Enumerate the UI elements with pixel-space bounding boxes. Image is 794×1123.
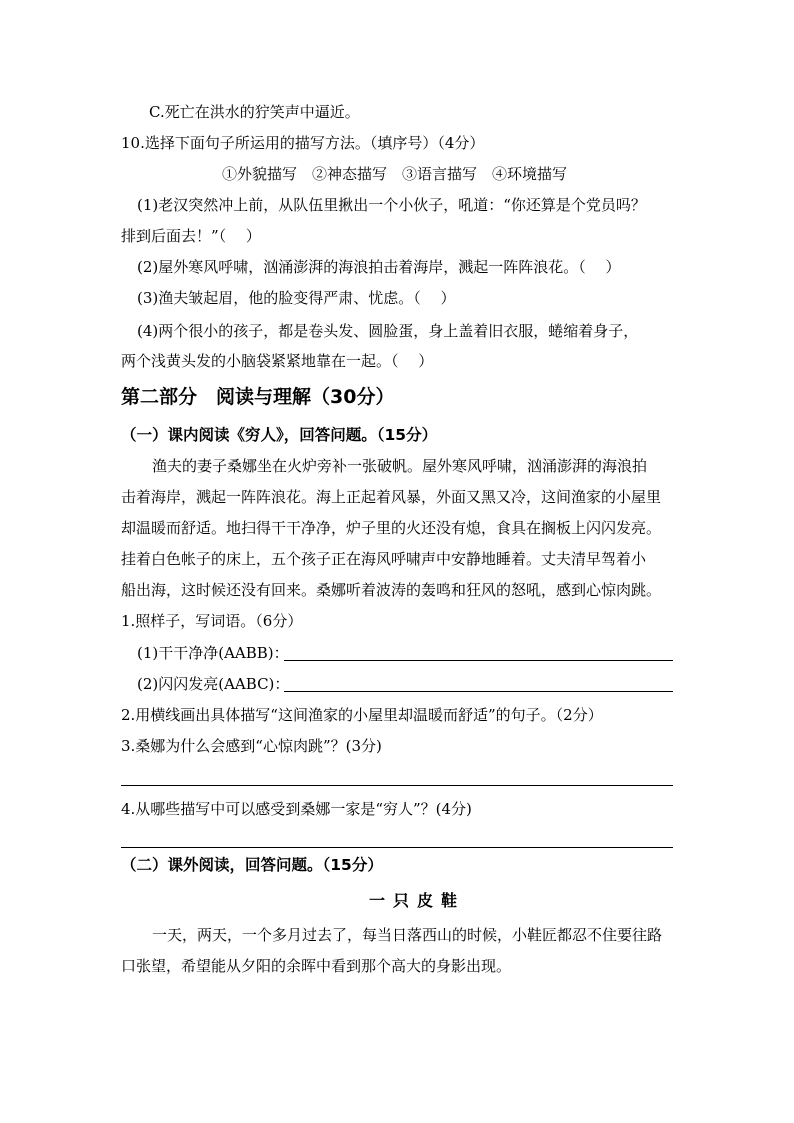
answer-line-1a[interactable] xyxy=(284,660,673,661)
question-2: 2.用横线画出具体描写“这间渔家的小屋里却温暖而舒适”的句子。（2分） xyxy=(121,706,603,724)
passage-line: 挂着白色帐子的床上，五个孩子正在海风呼啸声中安静地睡着。丈夫清早驾着小 xyxy=(121,550,647,568)
question-4: 4.从哪些描写中可以感受到桑娜一家是“穷人”？(4分) xyxy=(121,800,472,818)
passage-line: 口张望，希望能从夕阳的余晖中看到那个高大的身影出现。 xyxy=(121,957,512,975)
question-1: 1.照样子，写词语。（6分） xyxy=(121,612,303,630)
option-c: C.死亡在洪水的狞笑声中逼近。 xyxy=(149,103,360,121)
section-2-heading: （二）课外阅读，回答问题。（15分） xyxy=(121,856,383,874)
passage-line: 船出海，这时候还没有回来。桑娜听着波涛的轰鸣和狂风的怒吼，感到心惊肉跳。 xyxy=(121,581,662,599)
answer-line-1b[interactable] xyxy=(284,691,673,692)
answer-line-3[interactable] xyxy=(121,785,673,786)
question-3: 3.桑娜为什么会感到“心惊肉跳”？(3分) xyxy=(121,737,382,755)
sentence-3: (3)渔夫皱起眉，他的脸变得严肃、忧虑。（ ） xyxy=(137,289,456,307)
passage-line: 却温暖而舒适。地扫得干干净净，炉子里的火还没有熄，食具在搁板上闪闪发亮。 xyxy=(121,519,662,537)
answer-line-4[interactable] xyxy=(121,847,673,848)
question-1b: (2)闪闪发亮(AABC)： xyxy=(137,675,290,693)
sentence-1-line-2: 排到后面去！”（ ） xyxy=(121,227,261,245)
sentence-4-line-2: 两个浅黄头发的小脑袋紧紧地靠在一起。（ ） xyxy=(121,352,434,370)
sentence-1-line-1: (1)老汉突然冲上前，从队伍里揪出一个小伙子，吼道：“你还算是个党员吗？ xyxy=(137,196,646,214)
section-1-heading: （一）课内阅读《穷人》，回答问题。（15分） xyxy=(121,426,438,444)
question-1a: (1)干干净净(AABB)： xyxy=(137,644,289,662)
story-title: 一只皮鞋 xyxy=(369,891,466,910)
sentence-2: (2)屋外寒风呼啸，汹涌澎湃的海浪拍击着海岸，溅起一阵阵浪花。（ ） xyxy=(137,258,621,276)
passage-line: 渔夫的妻子桑娜坐在火炉旁补一张破帆。屋外寒风呼啸，汹涌澎湃的海浪拍 xyxy=(152,457,648,475)
sentence-4-line-1: (4)两个很小的孩子，都是卷头发、圆脸蛋，身上盖着旧衣服，蜷缩着身子， xyxy=(137,322,639,340)
description-methods: ①外貌描写 ②神态描写 ③语言描写 ④环境描写 xyxy=(222,165,568,183)
question-10-prompt: 10.选择下面句子所运用的描写方法。（填序号）（4分） xyxy=(121,134,485,152)
passage-line: 一天，两天，一个多月过去了，每当日落西山的时候，小鞋匠都忍不住要往路 xyxy=(152,926,663,944)
passage-line: 击着海岸，溅起一阵阵浪花。海上正起着风暴，外面又黑又冷，这间渔家的小屋里 xyxy=(121,488,662,506)
part-2-heading: 第二部分 阅读与理解（30分） xyxy=(121,386,395,408)
